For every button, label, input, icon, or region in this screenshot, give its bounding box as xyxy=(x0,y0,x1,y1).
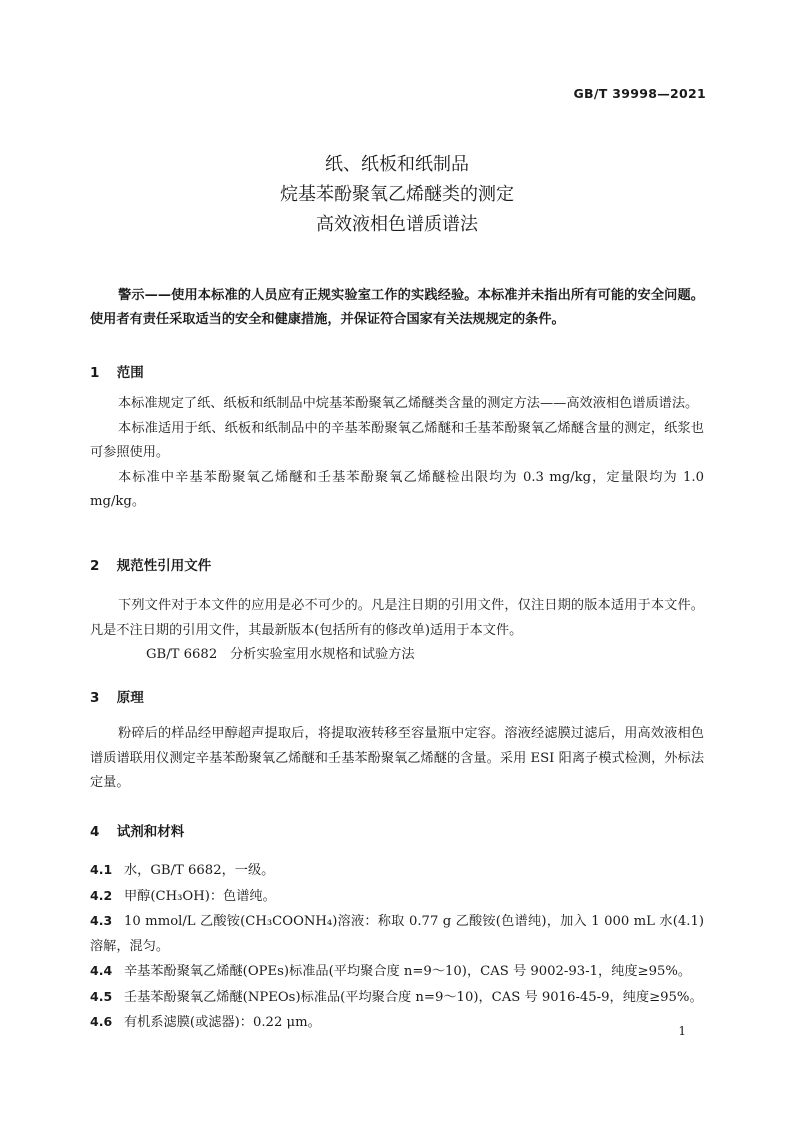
section-3-heading xyxy=(90,686,144,706)
section-3-body xyxy=(90,722,704,796)
standard-code: GB/T 39998—2021 xyxy=(573,86,706,101)
paragraph: 下列文件对于本文件的应用是必不可少的。凡是注日期的引用文件，仅注日期的版本适用于本文件。凡是不注日期的引用文件，其最新版本(包括所有的修改单)适用于本文件。 xyxy=(90,598,704,638)
list-item xyxy=(90,884,704,910)
section-number: 3 xyxy=(90,690,100,706)
safety-warning: 警示——使用本标准的人员应有正规实验室工作的实践经验。本标准并未指出所有可能的安全问题。使用者有责任采取适当的安全和健康措施，并保证符合国家有关法规规定的条件。 xyxy=(90,288,704,327)
section-2-heading xyxy=(90,554,211,574)
item-number: 4.2 xyxy=(90,887,113,903)
item-number: 4.5 xyxy=(90,988,113,1004)
item-number: 4.4 xyxy=(90,963,113,978)
section-number: 1 xyxy=(90,365,100,381)
item-text: 水，GB/T 6682，一级。 xyxy=(124,863,275,878)
reagent-list xyxy=(90,858,704,1036)
title-line-1: 纸、纸板和纸制品 xyxy=(325,154,469,175)
normative-reference xyxy=(90,643,704,668)
title-line-3: 高效液相色谱质谱法 xyxy=(316,214,478,235)
section-number: 2 xyxy=(90,558,100,574)
paragraph: 本标准规定了纸、纸板和纸制品中烷基苯酚聚氧乙烯醚类含量的测定方法——高效液相色谱质谱法。 xyxy=(118,396,699,411)
list-item xyxy=(90,959,704,985)
section-4-heading xyxy=(90,820,184,840)
list-item xyxy=(90,1010,704,1036)
section-number: 4 xyxy=(90,824,100,840)
section-1-body xyxy=(90,392,704,515)
document-title xyxy=(0,150,794,240)
list-item xyxy=(90,858,704,884)
list-item xyxy=(90,985,704,1011)
title-line-2: 烷基苯酚聚氧乙烯醚类的测定 xyxy=(280,184,514,205)
item-text: 辛基苯酚聚氧乙烯醚(OPEs)标准品(平均聚合度 n=9～10)，CAS 号 9002-93-1，纯度≥95%。 xyxy=(124,964,692,979)
section-1-heading xyxy=(90,361,144,381)
paragraph: 粉碎后的样品经甲醇超声提取后，将提取液转移至容量瓶中定容。溶液经滤膜过滤后，用高效液相色谱质谱联用仪测定辛基苯酚聚氧乙烯醚和壬基苯酚聚氧乙烯醚的含量。采用 ESI 阳离子模式检测，外标法定量。 xyxy=(90,726,704,790)
item-number: 4.3 xyxy=(90,913,113,928)
paragraph: 本标准中辛基苯酚聚氧乙烯醚和壬基苯酚聚氧乙烯醚检出限均为 0.3 mg/kg，定量限均为 1.0 mg/kg。 xyxy=(90,469,704,509)
item-number: 4.1 xyxy=(90,862,113,877)
reference-title: 分析实验室用水规格和试验方法 xyxy=(230,647,415,662)
reference-code: GB/T 6682 xyxy=(146,647,218,662)
section-title: 范围 xyxy=(116,365,144,381)
list-item xyxy=(90,909,704,959)
item-number: 4.6 xyxy=(90,1014,113,1029)
item-text: 10 mmol/L 乙酸铵(CH₃COONH₄)溶液：称取 0.77 g 乙酸铵(色谱纯)，加入 1 000 mL 水(4.1)溶解，混匀。 xyxy=(90,914,704,954)
section-title: 规范性引用文件 xyxy=(116,558,212,574)
paragraph: 本标准适用于纸、纸板和纸制品中的辛基苯酚聚氧乙烯醚和壬基苯酚聚氧乙烯醚含量的测定，纸浆也可参照使用。 xyxy=(90,420,704,460)
page-number: 1 xyxy=(678,1024,686,1038)
item-text: 有机系滤膜(或滤器)：0.22 μm。 xyxy=(124,1015,321,1030)
item-text: 甲醇(CH₃OH)：色谱纯。 xyxy=(124,888,276,904)
section-title: 试剂和材料 xyxy=(116,824,185,840)
section-2-body xyxy=(90,594,704,668)
item-text: 壬基苯酚聚氧乙烯醚(NPEOs)标准品(平均聚合度 n=9～10)，CAS 号 9016-45-9，纯度≥95%。 xyxy=(124,989,703,1005)
section-title: 原理 xyxy=(116,690,144,706)
